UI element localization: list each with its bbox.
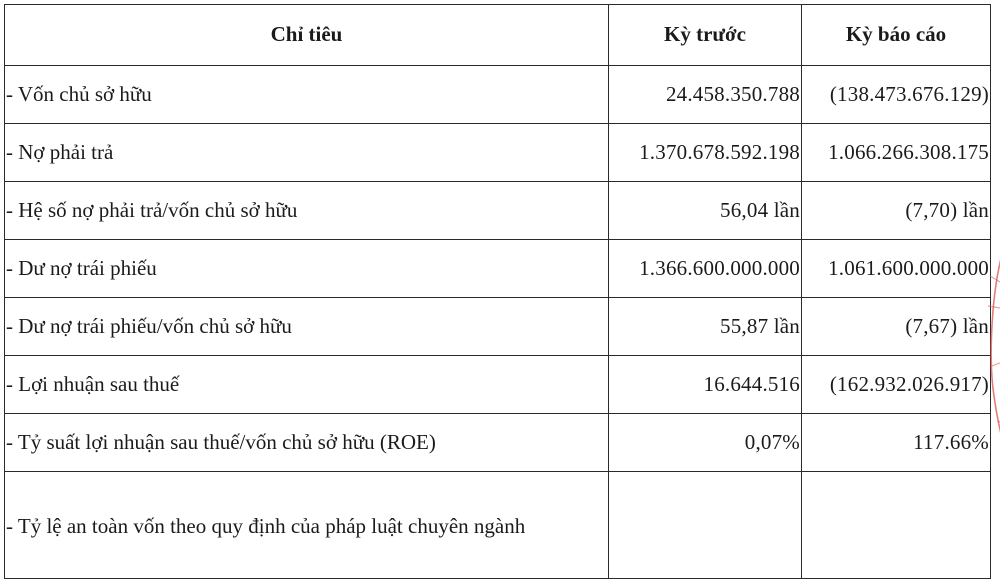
row-metric-label: - Tỷ suất lợi nhuận sau thuế/vốn chủ sở hữu (ROE) [5, 414, 609, 472]
row-metric-label: - Dư nợ trái phiếu [5, 240, 609, 298]
table-row [5, 472, 991, 579]
row-metric-label: - Lợi nhuận sau thuế [5, 356, 609, 414]
financial-indicators-table [4, 4, 991, 579]
row-previous-value: 16.644.516 [609, 356, 802, 414]
row-previous-value: 0,07% [609, 414, 802, 472]
row-current-value: (7,70) lần [802, 182, 991, 240]
table-row [5, 356, 991, 414]
row-previous-value: 56,04 lần [609, 182, 802, 240]
row-previous-value: 1.366.600.000.000 [609, 240, 802, 298]
row-previous-value: 24.458.350.788 [609, 66, 802, 124]
row-current-value [802, 472, 991, 579]
table-header-row [5, 5, 991, 66]
row-metric-label: - Hệ số nợ phải trả/vốn chủ sở hữu [5, 182, 609, 240]
row-current-value: 1.061.600.000.000 [802, 240, 991, 298]
row-previous-value: 55,87 lần [609, 298, 802, 356]
row-previous-value [609, 472, 802, 579]
row-current-value: (7,67) lần [802, 298, 991, 356]
table-row [5, 66, 991, 124]
row-current-value: (162.932.026.917) [802, 356, 991, 414]
red-stamp-fragment [984, 246, 1000, 456]
row-current-value: 1.066.266.308.175 [802, 124, 991, 182]
header-current-period: Kỳ báo cáo [802, 5, 991, 66]
table-row [5, 298, 991, 356]
row-metric-label: - Tỷ lệ an toàn vốn theo quy định của pháp luật chuyên ngành [5, 472, 609, 579]
header-previous-period: Kỳ trước [609, 5, 802, 66]
table-row [5, 240, 991, 298]
row-metric-label: - Nợ phải trả [5, 124, 609, 182]
row-previous-value: 1.370.678.592.198 [609, 124, 802, 182]
header-metric: Chỉ tiêu [5, 5, 609, 66]
row-current-value: (138.473.676.129) [802, 66, 991, 124]
row-metric-label: - Vốn chủ sở hữu [5, 66, 609, 124]
table-row [5, 414, 991, 472]
row-metric-label: - Dư nợ trái phiếu/vốn chủ sở hữu [5, 298, 609, 356]
table-row [5, 182, 991, 240]
row-current-value: 117.66% [802, 414, 991, 472]
table-row [5, 124, 991, 182]
